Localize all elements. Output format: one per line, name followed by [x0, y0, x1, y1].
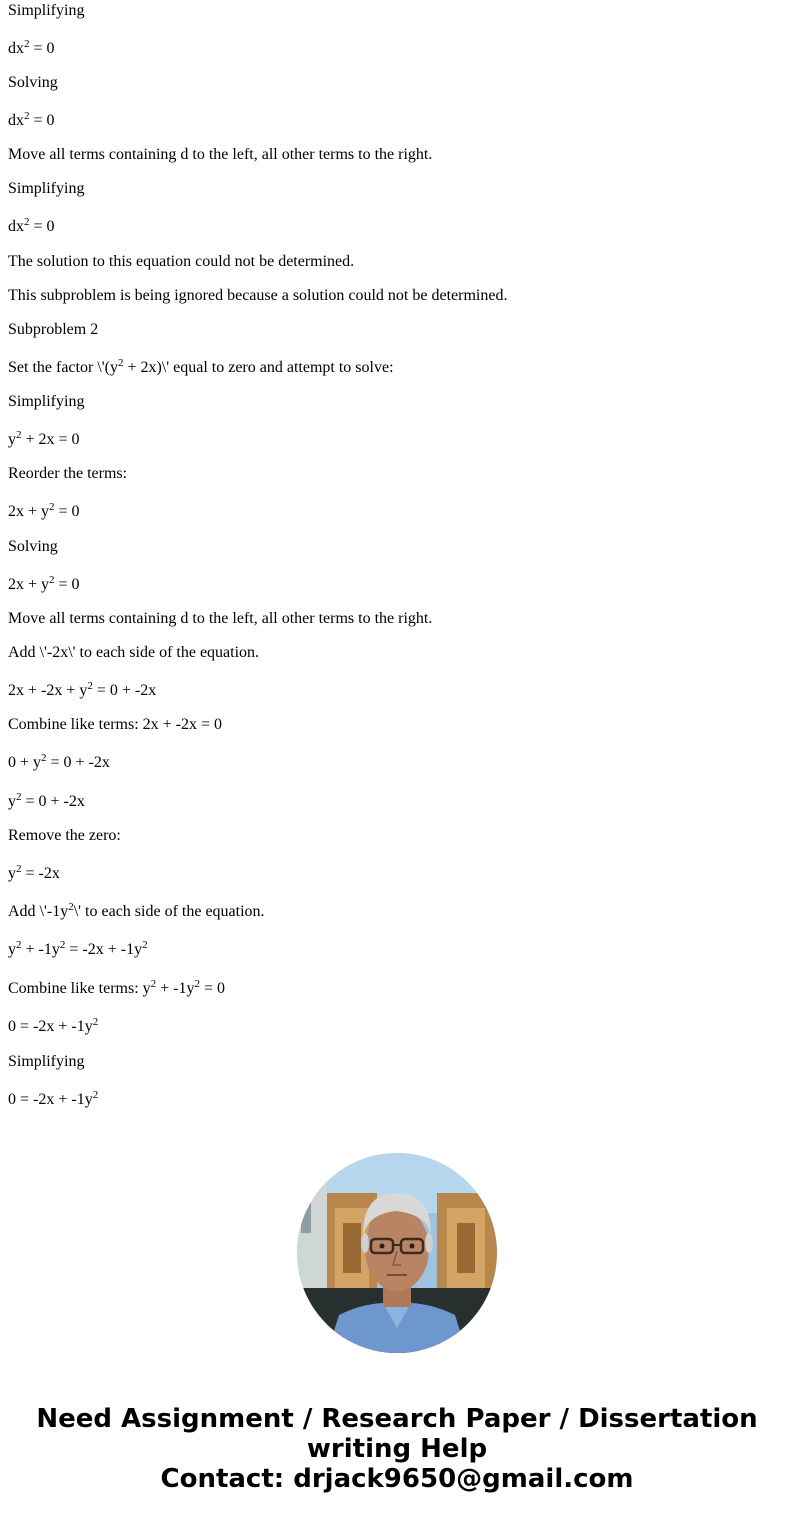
- solution-step: [8, 865, 60, 883]
- step-text: Reorder the terms:: [8, 465, 128, 482]
- solution-step: [8, 754, 110, 772]
- exponent: 2: [92, 1089, 99, 1101]
- step-text: This subproblem is being ignored because a solution could not be determined.: [8, 287, 508, 304]
- step-text: dx: [8, 112, 24, 129]
- step-text: Simplifying: [8, 1053, 85, 1070]
- exponent: 2: [24, 38, 30, 50]
- solution-step: [8, 576, 80, 594]
- step-text: Solving: [8, 538, 58, 555]
- step-text: Add \'-2x\' to each side of the equation.: [8, 644, 260, 661]
- solution-step: [8, 253, 354, 271]
- step-text: Add \'-1y: [8, 903, 69, 920]
- solution-step: [8, 431, 80, 449]
- step-text: The solution to this equation could not be determined.: [8, 253, 355, 270]
- step-text: 0 = -2x + -1y: [8, 1091, 93, 1108]
- exponent: 2: [92, 1016, 99, 1028]
- exponent: 2: [87, 680, 93, 692]
- step-text: = 0: [54, 576, 80, 593]
- exponent: 2: [59, 939, 66, 951]
- solution-step: [8, 610, 432, 628]
- solution-step: [8, 980, 225, 998]
- step-text: 2x + y: [8, 576, 50, 593]
- step-text: 0 = -2x + -1y: [8, 1018, 93, 1035]
- step-text: = 0 + -2x: [92, 682, 157, 699]
- step-text: y: [8, 865, 16, 882]
- exponent: 2: [194, 978, 201, 990]
- exponent: 2: [16, 429, 22, 441]
- step-text: Set the factor \'(y: [8, 359, 118, 376]
- exponent: 2: [41, 752, 47, 764]
- solution-step: [8, 321, 98, 339]
- step-text: \' to each side of the equation.: [73, 903, 265, 920]
- step-text: = -2x: [21, 865, 60, 882]
- solution-step: [8, 941, 148, 959]
- solution-step: [8, 146, 432, 164]
- step-text: = -2x + -1y: [65, 941, 143, 958]
- footer-banner: [0, 1404, 794, 1494]
- solution-step: [8, 2, 84, 20]
- solution-step: [8, 112, 55, 130]
- step-text: + -1y: [21, 941, 60, 958]
- step-text: + -1y: [156, 980, 195, 997]
- step-text: 2x + -2x + y: [8, 682, 88, 699]
- step-text: = 0: [200, 980, 226, 997]
- step-text: Combine like terms: y: [8, 980, 151, 997]
- step-text: y: [8, 793, 16, 810]
- footer-line-1: Need Assignment / Research Paper / Dissertation: [36, 1404, 758, 1434]
- exponent: 2: [49, 501, 55, 513]
- solution-step: [8, 40, 55, 58]
- solution-step: [8, 74, 58, 92]
- step-text: Simplifying: [8, 393, 85, 410]
- step-text: Combine like terms: 2x + -2x = 0: [8, 716, 223, 733]
- step-text: y: [8, 941, 16, 958]
- solution-step: [8, 465, 127, 483]
- solution-step: [8, 503, 80, 521]
- solution-step: [8, 793, 85, 811]
- step-text: = 0: [29, 40, 55, 57]
- step-text: + 2x = 0: [21, 431, 80, 448]
- author-photo: [297, 1153, 497, 1353]
- exponent: 2: [16, 939, 22, 951]
- exponent: 2: [24, 110, 30, 122]
- step-text: = 0 + -2x: [21, 793, 85, 810]
- exponent: 2: [24, 216, 30, 228]
- solution-step: [8, 682, 156, 700]
- solution-step: [8, 827, 121, 845]
- step-text: Simplifying: [8, 180, 85, 197]
- step-text: Remove the zero:: [8, 827, 121, 844]
- step-text: dx: [8, 218, 24, 235]
- solution-step: [8, 1018, 98, 1036]
- step-text: = 0: [29, 218, 55, 235]
- step-text: y: [8, 431, 16, 448]
- solution-step: [8, 1053, 84, 1071]
- step-text: dx: [8, 40, 24, 57]
- solution-step: [8, 218, 55, 236]
- step-text: Move all terms containing d to the left, all other terms to the right.: [8, 610, 433, 627]
- solution-step: [8, 538, 58, 556]
- solution-step: [8, 287, 507, 305]
- footer-contact: Contact: drjack9650@gmail.com: [160, 1464, 634, 1494]
- step-text: = 0: [54, 503, 80, 520]
- solution-step: [8, 1091, 98, 1109]
- exponent: 2: [142, 939, 148, 951]
- exponent: 2: [117, 357, 124, 369]
- footer-line-2: writing Help: [306, 1434, 488, 1464]
- step-text: Subproblem 2: [8, 321, 99, 338]
- step-text: 2x + y: [8, 503, 50, 520]
- step-text: = 0: [29, 112, 55, 129]
- solution-step: [8, 903, 265, 921]
- step-text: 0 + y: [8, 754, 42, 771]
- solution-step: [8, 393, 84, 411]
- step-text: Simplifying: [8, 2, 85, 19]
- exponent: 2: [16, 863, 22, 875]
- step-text: Move all terms containing d to the left, all other terms to the right.: [8, 146, 433, 163]
- solution-step: [8, 716, 222, 734]
- exponent: 2: [150, 978, 157, 990]
- solution-step: [8, 180, 84, 198]
- solution-step: [8, 359, 394, 377]
- step-text: = 0 + -2x: [46, 754, 110, 771]
- step-text: + 2x)\' equal to zero and attempt to solve:: [123, 359, 394, 376]
- solution-step: [8, 644, 259, 662]
- step-text: Solving: [8, 74, 58, 91]
- exponent: 2: [68, 901, 74, 913]
- exponent: 2: [16, 791, 22, 803]
- author-avatar: [297, 1153, 497, 1353]
- exponent: 2: [49, 574, 55, 586]
